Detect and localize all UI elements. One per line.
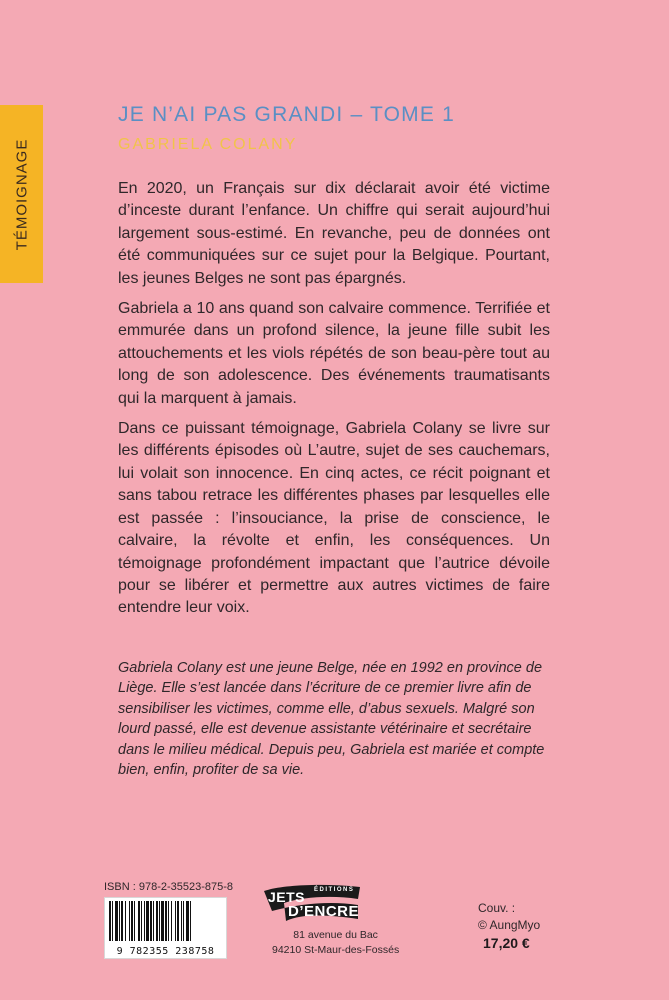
barcode-icon: [105, 898, 226, 944]
barcode-bar: [183, 901, 184, 941]
barcode-bar: [186, 901, 189, 941]
barcode-bar: [119, 901, 120, 941]
barcode-bar: [165, 901, 167, 941]
book-title: JE N’AI PAS GRANDI – TOME 1: [118, 103, 455, 126]
publisher-logo-small: ÉDITIONS: [314, 887, 355, 893]
summary-paragraph: Dans ce puissant témoignage, Gabriela Colany se livre sur les différents épisodes où L’autre, sujet de ses cauchemars, lui volait son innocence. En cinq actes, ce récit poignant et sans tabou retrace les différentes phases par lesquelles elle est passée : l’insouciance, la prise de conscience, le calvaire, la révolte et enfin, les conséquences. Un témoignage profondément impactant que l’autrice dévoile pour se libérer et permettre aux autres victimes de faire entendre leur voix.: [118, 420, 550, 617]
barcode-bar: [129, 901, 130, 941]
barcode-bar: [125, 901, 126, 941]
barcode: [104, 897, 227, 959]
barcode-bar: [190, 901, 191, 941]
summary-paragraph: En 2020, un Français sur dix déclarait avoir été victime d’inceste durant l’enfance. Un chiffre qui serait aujourd’hui largement sous-estimé. En revanche, peu de données ont été communiquées sur ce sujet pour la Belgique. Pourtant, les jeunes Belges ne sont pas épargnés.: [118, 180, 550, 287]
barcode-bar: [181, 901, 182, 941]
barcode-bar: [144, 901, 145, 941]
summary-paragraph: Gabriela a 10 ans quand son calvaire commence. Terrifiée et emmurée dans un profond silence, la jeune fille subit les attouchements et les viols répétés de son beau-père tout au long de son adolescence. Des événements traumatisants qui la marquent à jamais.: [118, 300, 550, 407]
barcode-bar: [131, 901, 133, 941]
summary: [118, 178, 550, 628]
barcode-bar: [121, 901, 123, 941]
barcode-bar: [109, 901, 111, 941]
publisher-logo-bottom: D’ENCRE: [288, 903, 360, 920]
barcode-bar: [150, 901, 152, 941]
cover-credit: [478, 900, 540, 934]
genre-label: TÉMOIGNAGE: [13, 138, 30, 250]
barcode-bar: [156, 901, 158, 941]
barcode-bar: [141, 901, 142, 941]
book-author: GABRIELA COLANY: [118, 136, 298, 153]
barcode-bar: [134, 901, 135, 941]
price: 17,20 €: [483, 935, 530, 951]
cover-credit-label: Couv. :: [478, 901, 516, 915]
barcode-bar: [159, 901, 160, 941]
cover-credit-name: © AungMyo: [478, 918, 541, 932]
author-bio: Gabriela Colany est une jeune Belge, née en 1992 en province de Liège. Elle s’est lancée dans l’écriture de ce premier livre afin de sensibiliser les victimes, comme elle, d’abus sexuels. Malgré son lourd passé, elle est devenue assistante vétérinaire et secrétaire dans le milieu médical. Depuis peu, Gabriela est mariée et compte bien, enfin, profiter de sa vie.: [118, 660, 545, 779]
publisher-address: [272, 928, 399, 958]
barcode-bar: [153, 901, 154, 941]
publisher-logo: [262, 883, 362, 923]
isbn-label: ISBN : 978-2-35523-875-8: [104, 881, 234, 893]
publisher-logo-top: JETS: [268, 889, 306, 905]
barcode-bar: [115, 901, 118, 941]
barcode-bar: [177, 901, 179, 941]
barcode-bar: [168, 901, 169, 941]
genre-tab: [0, 105, 43, 283]
barcode-digits: 9 782355 238758: [116, 946, 215, 957]
barcode-bar: [138, 901, 140, 941]
barcode-bar: [161, 901, 164, 941]
barcode-bar: [112, 901, 113, 941]
address-line: 94210 St-Maur-des-Fossés: [272, 944, 400, 956]
barcode-bar: [171, 901, 172, 941]
barcode-bar: [175, 901, 176, 941]
barcode-bar: [146, 901, 149, 941]
address-line: 81 avenue du Bac: [293, 929, 378, 941]
